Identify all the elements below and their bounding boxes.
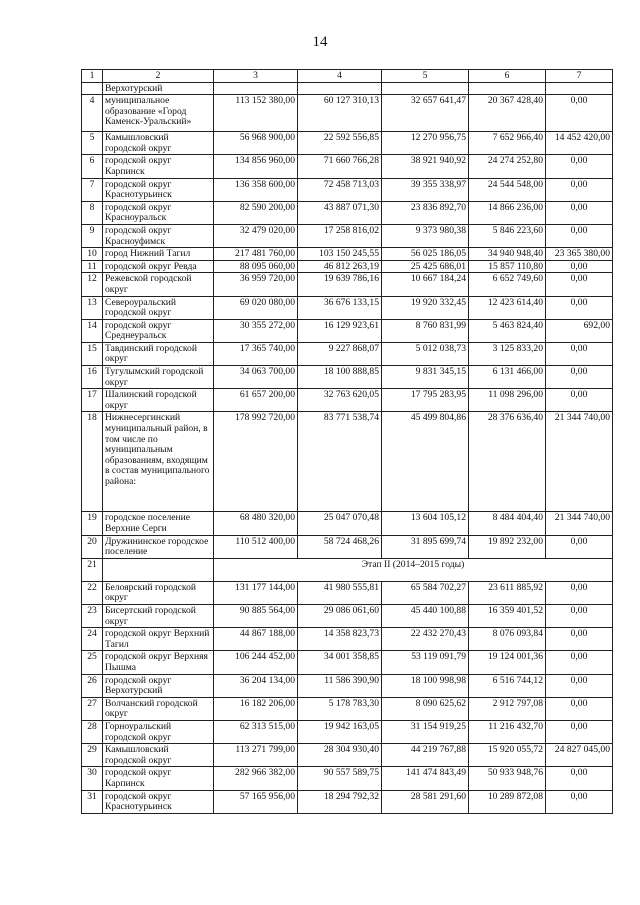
- value-cell: 0,00: [546, 224, 613, 247]
- value-cell: 0,00: [546, 342, 613, 365]
- municipality-name: городской округ Карпинск: [103, 155, 214, 178]
- column-header: 1: [82, 70, 103, 83]
- value-cell: 31 154 919,25: [382, 720, 469, 743]
- table-row: [82, 273, 613, 296]
- value-cell: 23 611 885,92: [469, 581, 546, 604]
- value-cell: 19 942 163,05: [298, 720, 382, 743]
- row-number: 27: [82, 697, 103, 720]
- value-cell: 56 968 900,00: [214, 132, 298, 155]
- municipality-name: городское поселение Верхние Серги: [103, 512, 214, 535]
- value-cell: 11 586 390,90: [298, 674, 382, 697]
- value-cell: 30 355 272,00: [214, 319, 298, 342]
- value-cell: 10 289 872,08: [469, 790, 546, 813]
- value-cell: 19 892 232,00: [469, 535, 546, 558]
- value-cell: 17 365 740,00: [214, 342, 298, 365]
- value-cell: 24 827 045,00: [546, 744, 613, 767]
- value-cell: 0,00: [546, 95, 613, 132]
- municipality-name: городской округ Среднеуральск: [103, 319, 214, 342]
- table-row: [82, 389, 613, 412]
- value-cell: 69 020 080,00: [214, 296, 298, 319]
- value-cell: 19 639 786,16: [298, 273, 382, 296]
- row-number: 6: [82, 155, 103, 178]
- value-cell: 36 676 133,15: [298, 296, 382, 319]
- value-cell: 62 313 515,00: [214, 720, 298, 743]
- value-cell: 9 373 980,38: [382, 224, 469, 247]
- continuation-row: [82, 82, 613, 95]
- value-cell: 18 294 792,32: [298, 790, 382, 813]
- value-cell: 14 452 420,00: [546, 132, 613, 155]
- table-row: [82, 720, 613, 743]
- value-cell: 282 966 382,00: [214, 767, 298, 790]
- value-cell: 46 812 263,19: [298, 260, 382, 273]
- value-cell: 24 274 252,80: [469, 155, 546, 178]
- value-cell: 22 592 556,85: [298, 132, 382, 155]
- value-cell: 0,00: [546, 720, 613, 743]
- row-number: 23: [82, 605, 103, 628]
- value-cell: 0,00: [546, 628, 613, 651]
- value-cell: [382, 82, 469, 95]
- table-row: [82, 535, 613, 558]
- row-number: 26: [82, 674, 103, 697]
- value-cell: 19 920 332,45: [382, 296, 469, 319]
- row-number: 9: [82, 224, 103, 247]
- value-cell: 53 119 091,79: [382, 651, 469, 674]
- value-cell: [546, 82, 613, 95]
- value-cell: 14 866 236,00: [469, 201, 546, 224]
- municipality-name: Белоярский городской округ: [103, 581, 214, 604]
- value-cell: 82 590 200,00: [214, 201, 298, 224]
- value-cell: 0,00: [546, 178, 613, 201]
- table-row: [82, 342, 613, 365]
- municipality-name: Горноуральский городской округ: [103, 720, 214, 743]
- value-cell: 22 432 270,43: [382, 628, 469, 651]
- row-number: 25: [82, 651, 103, 674]
- value-cell: 0,00: [546, 605, 613, 628]
- stage-blank-cell: [103, 558, 214, 581]
- table-row: [82, 767, 613, 790]
- row-number: 22: [82, 581, 103, 604]
- value-cell: 18 100 888,85: [298, 366, 382, 389]
- value-cell: 83 771 538,74: [298, 412, 382, 512]
- value-cell: 39 355 338,97: [382, 178, 469, 201]
- value-cell: 43 887 071,30: [298, 201, 382, 224]
- table-row: [82, 605, 613, 628]
- table-row: [82, 224, 613, 247]
- table-row: [82, 132, 613, 155]
- value-cell: 11 098 296,00: [469, 389, 546, 412]
- value-cell: 113 152 380,00: [214, 95, 298, 132]
- value-cell: 110 512 400,00: [214, 535, 298, 558]
- value-cell: 65 584 702,27: [382, 581, 469, 604]
- row-number: 19: [82, 512, 103, 535]
- value-cell: 90 557 589,75: [298, 767, 382, 790]
- value-cell: 15 920 055,72: [469, 744, 546, 767]
- value-cell: 7 652 966,40: [469, 132, 546, 155]
- municipality-name: городской округ Красноуфимск: [103, 224, 214, 247]
- value-cell: 131 177 144,00: [214, 581, 298, 604]
- table-row: [82, 744, 613, 767]
- value-cell: 34 063 700,00: [214, 366, 298, 389]
- table-row: [82, 651, 613, 674]
- value-cell: 44 219 767,88: [382, 744, 469, 767]
- municipality-name: Режевской городской округ: [103, 273, 214, 296]
- value-cell: 134 856 960,00: [214, 155, 298, 178]
- value-cell: 28 581 291,60: [382, 790, 469, 813]
- value-cell: 29 086 061,60: [298, 605, 382, 628]
- table-row: [82, 697, 613, 720]
- row-number: 31: [82, 790, 103, 813]
- row-number: 14: [82, 319, 103, 342]
- value-cell: 14 358 823,73: [298, 628, 382, 651]
- value-cell: 36 204 134,00: [214, 674, 298, 697]
- value-cell: 0,00: [546, 260, 613, 273]
- value-cell: [214, 82, 298, 95]
- page-number: 14: [312, 34, 328, 50]
- value-cell: 31 895 699,74: [382, 535, 469, 558]
- value-cell: [469, 82, 546, 95]
- column-header: 5: [382, 70, 469, 83]
- value-cell: 9 831 345,15: [382, 366, 469, 389]
- municipality-name: городской округ Ревда: [103, 260, 214, 273]
- municipality-name: Волчанский городской округ: [103, 697, 214, 720]
- value-cell: 16 359 401,52: [469, 605, 546, 628]
- table-row: [82, 296, 613, 319]
- value-cell: 0,00: [546, 201, 613, 224]
- row-number: 30: [82, 767, 103, 790]
- value-cell: 50 933 948,76: [469, 767, 546, 790]
- municipality-name: городской округ Верхний Тагил: [103, 628, 214, 651]
- value-cell: 34 001 358,85: [298, 651, 382, 674]
- row-number: 16: [82, 366, 103, 389]
- value-cell: 2 912 797,08: [469, 697, 546, 720]
- value-cell: 17 795 283,95: [382, 389, 469, 412]
- value-cell: 8 760 831,99: [382, 319, 469, 342]
- value-cell: 5 012 038,73: [382, 342, 469, 365]
- value-cell: 25 047 070,48: [298, 512, 382, 535]
- municipality-name: муниципальное образование «Город Каменск-Уральский»: [103, 95, 214, 132]
- municipality-name: Нижнесергинский муниципальный район, в том числе по муниципальным образованиям, входящим в состав муниципального района:: [103, 412, 214, 512]
- column-header: 4: [298, 70, 382, 83]
- row-number: 18: [82, 412, 103, 512]
- municipality-name: Верхотурский: [103, 82, 214, 95]
- row-number: 29: [82, 744, 103, 767]
- column-header: 6: [469, 70, 546, 83]
- value-cell: 6 652 749,60: [469, 273, 546, 296]
- value-cell: 13 604 105,12: [382, 512, 469, 535]
- value-cell: 18 100 998,98: [382, 674, 469, 697]
- value-cell: 57 165 956,00: [214, 790, 298, 813]
- table-row: [82, 178, 613, 201]
- column-header: 3: [214, 70, 298, 83]
- row-number: 21: [82, 558, 103, 581]
- value-cell: 32 657 641,47: [382, 95, 469, 132]
- row-number: 11: [82, 260, 103, 273]
- value-cell: 25 425 686,01: [382, 260, 469, 273]
- municipality-name: городской округ Краснотурьинск: [103, 790, 214, 813]
- value-cell: 21 344 740,00: [546, 412, 613, 512]
- value-cell: 60 127 310,13: [298, 95, 382, 132]
- value-cell: 6 516 744,12: [469, 674, 546, 697]
- value-cell: 217 481 760,00: [214, 248, 298, 261]
- stage-label: Этап II (2014–2015 годы): [214, 558, 613, 581]
- table-row: [82, 581, 613, 604]
- value-cell: 58 724 468,26: [298, 535, 382, 558]
- value-cell: 12 270 956,75: [382, 132, 469, 155]
- table-row: [82, 260, 613, 273]
- value-cell: 136 358 600,00: [214, 178, 298, 201]
- table-row: [82, 248, 613, 261]
- stage-row: [82, 558, 613, 581]
- row-number: 24: [82, 628, 103, 651]
- value-cell: 45 499 804,86: [382, 412, 469, 512]
- value-cell: 5 463 824,40: [469, 319, 546, 342]
- table-row: [82, 512, 613, 535]
- value-cell: 0,00: [546, 697, 613, 720]
- value-cell: 28 304 930,40: [298, 744, 382, 767]
- row-number: 28: [82, 720, 103, 743]
- value-cell: 0,00: [546, 767, 613, 790]
- value-cell: 113 271 799,00: [214, 744, 298, 767]
- value-cell: 88 095 060,00: [214, 260, 298, 273]
- row-number: 7: [82, 178, 103, 201]
- value-cell: 692,00: [546, 319, 613, 342]
- value-cell: 34 940 948,40: [469, 248, 546, 261]
- value-cell: 106 244 452,00: [214, 651, 298, 674]
- value-cell: 38 921 940,92: [382, 155, 469, 178]
- table-row: [82, 412, 613, 512]
- municipality-name: Камышловский городской округ: [103, 132, 214, 155]
- municipality-name: городской округ Краснотурьинск: [103, 178, 214, 201]
- column-header: 2: [103, 70, 214, 83]
- value-cell: 36 959 720,00: [214, 273, 298, 296]
- value-cell: 0,00: [546, 273, 613, 296]
- row-number: 4: [82, 95, 103, 132]
- value-cell: 0,00: [546, 155, 613, 178]
- value-cell: 0,00: [546, 581, 613, 604]
- value-cell: 21 344 740,00: [546, 512, 613, 535]
- municipality-name: городской округ Красноуральск: [103, 201, 214, 224]
- municipality-name: Тугулымский городской округ: [103, 366, 214, 389]
- value-cell: 61 657 200,00: [214, 389, 298, 412]
- row-number: 8: [82, 201, 103, 224]
- table-row: [82, 790, 613, 813]
- value-cell: 32 479 020,00: [214, 224, 298, 247]
- value-cell: 8 076 093,84: [469, 628, 546, 651]
- value-cell: 32 763 620,05: [298, 389, 382, 412]
- municipality-name: Камышловский городской округ: [103, 744, 214, 767]
- row-number: 15: [82, 342, 103, 365]
- value-cell: 12 423 614,40: [469, 296, 546, 319]
- value-cell: 0,00: [546, 535, 613, 558]
- municipality-name: Шалинский городской округ: [103, 389, 214, 412]
- municipality-name: городской округ Карпинск: [103, 767, 214, 790]
- row-number: 10: [82, 248, 103, 261]
- municipality-name: Бисертский городской округ: [103, 605, 214, 628]
- value-cell: 23 836 892,70: [382, 201, 469, 224]
- value-cell: 8 484 404,40: [469, 512, 546, 535]
- value-cell: 8 090 625,62: [382, 697, 469, 720]
- value-cell: 56 025 186,05: [382, 248, 469, 261]
- value-cell: 141 474 843,49: [382, 767, 469, 790]
- value-cell: 23 365 380,00: [546, 248, 613, 261]
- municipality-name: город Нижний Тагил: [103, 248, 214, 261]
- table-row: [82, 155, 613, 178]
- municipality-name: Дружининское городское поселение: [103, 535, 214, 558]
- value-cell: 16 129 923,61: [298, 319, 382, 342]
- table-row: [82, 628, 613, 651]
- value-cell: 0,00: [546, 389, 613, 412]
- value-cell: 3 125 833,20: [469, 342, 546, 365]
- value-cell: 17 258 816,02: [298, 224, 382, 247]
- row-number: 13: [82, 296, 103, 319]
- value-cell: 71 660 766,28: [298, 155, 382, 178]
- value-cell: 72 458 713,03: [298, 178, 382, 201]
- value-cell: 5 178 783,30: [298, 697, 382, 720]
- value-cell: 28 376 636,40: [469, 412, 546, 512]
- value-cell: 178 992 720,00: [214, 412, 298, 512]
- column-header: 7: [546, 70, 613, 83]
- value-cell: 0,00: [546, 651, 613, 674]
- value-cell: 9 227 868,07: [298, 342, 382, 365]
- value-cell: 0,00: [546, 790, 613, 813]
- value-cell: 44 867 188,00: [214, 628, 298, 651]
- value-cell: 90 885 564,00: [214, 605, 298, 628]
- value-cell: 45 440 100,88: [382, 605, 469, 628]
- table-row: [82, 201, 613, 224]
- table-row: [82, 95, 613, 132]
- municipality-name: городской округ Верхотурский: [103, 674, 214, 697]
- column-number-row: [82, 70, 613, 83]
- value-cell: 15 857 110,80: [469, 260, 546, 273]
- value-cell: 5 846 223,60: [469, 224, 546, 247]
- value-cell: 6 131 466,00: [469, 366, 546, 389]
- row-number: 17: [82, 389, 103, 412]
- value-cell: 41 980 555,81: [298, 581, 382, 604]
- row-number-cell: [82, 82, 103, 95]
- row-number: 20: [82, 535, 103, 558]
- value-cell: 0,00: [546, 296, 613, 319]
- value-cell: 10 667 184,24: [382, 273, 469, 296]
- table-body: [82, 82, 613, 813]
- allocation-table: [81, 69, 613, 814]
- value-cell: 20 367 428,40: [469, 95, 546, 132]
- municipality-name: Тавдинский городской округ: [103, 342, 214, 365]
- table-row: [82, 366, 613, 389]
- municipality-name: городской округ Верхняя Пышма: [103, 651, 214, 674]
- value-cell: 0,00: [546, 674, 613, 697]
- table-row: [82, 319, 613, 342]
- value-cell: [298, 82, 382, 95]
- municipality-name: Североуральский городской округ: [103, 296, 214, 319]
- row-number: 5: [82, 132, 103, 155]
- value-cell: 103 150 245,55: [298, 248, 382, 261]
- value-cell: 0,00: [546, 366, 613, 389]
- value-cell: 11 216 432,70: [469, 720, 546, 743]
- value-cell: 24 544 548,00: [469, 178, 546, 201]
- row-number: 12: [82, 273, 103, 296]
- value-cell: 19 124 001,36: [469, 651, 546, 674]
- value-cell: 16 182 206,00: [214, 697, 298, 720]
- value-cell: 68 480 320,00: [214, 512, 298, 535]
- table-row: [82, 674, 613, 697]
